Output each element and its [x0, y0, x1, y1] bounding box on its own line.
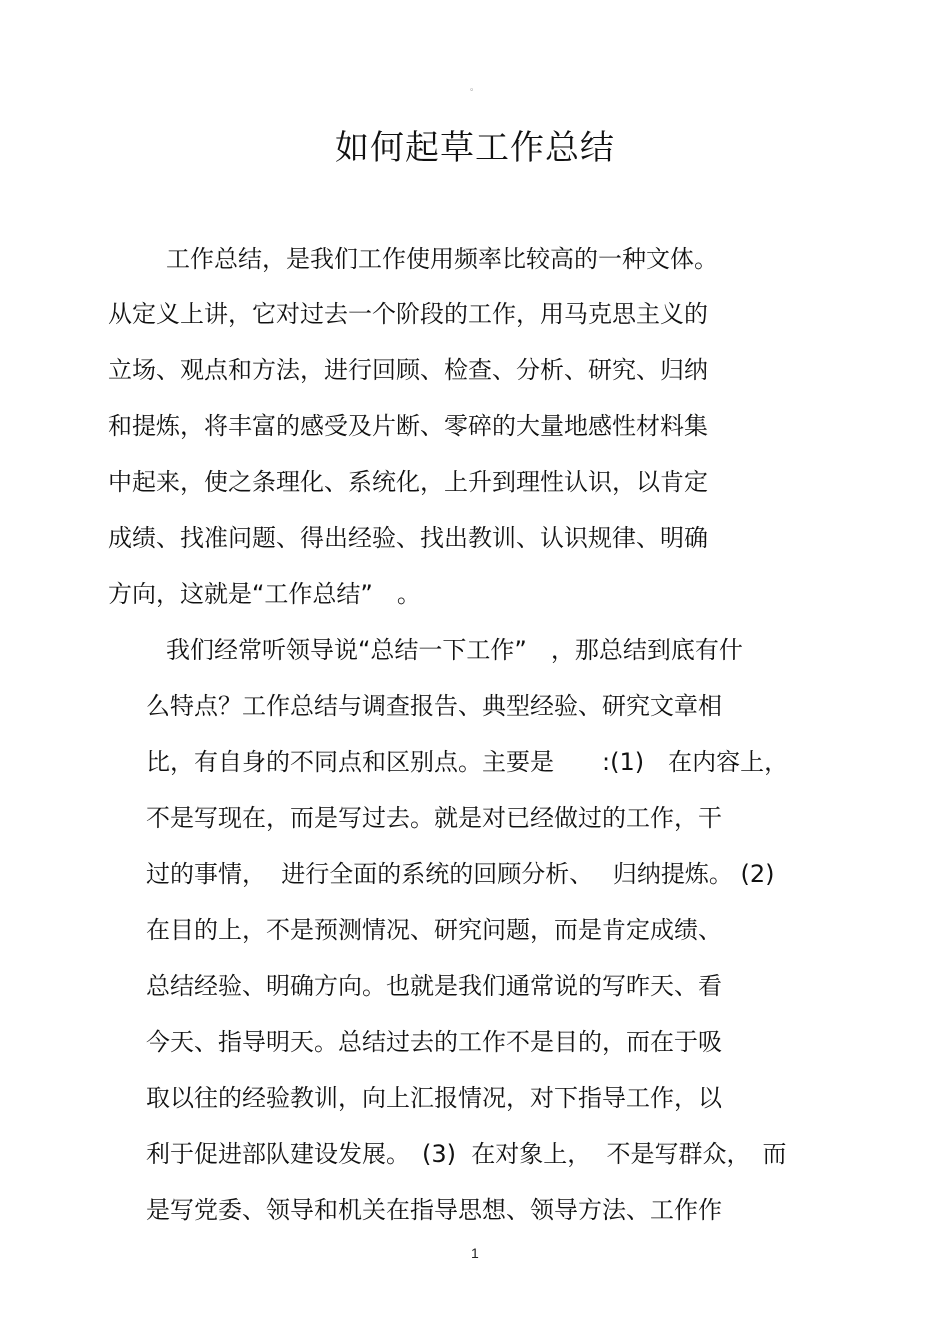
header-mark: 。	[470, 83, 480, 93]
paragraph-2-line: 在目的上，不是预测情况、研究问题，而是肯定成绩、	[146, 916, 722, 944]
paragraph-1-line: 和提炼，将丰富的感受及片断、零碎的大量地感性材料集	[108, 412, 708, 440]
paragraph-2-line: 不是写现在，而是写过去。就是对已经做过的工作，干	[146, 804, 722, 832]
paragraph-1-line: 立场、观点和方法，进行回顾、检查、分析、研究、归纳	[108, 356, 708, 384]
document-title: 如何起草工作总结	[335, 128, 615, 168]
paragraph-2-line: 么特点？工作总结与调查报告、典型经验、研究文章相	[146, 692, 722, 720]
paragraph-1-line: 工作总结，是我们工作使用频率比较高的一种文体。	[166, 245, 718, 273]
paragraph-2-line: 是写党委、领导和机关在指导思想、领导方法、工作作	[146, 1196, 722, 1224]
page-number: 1	[471, 1245, 479, 1261]
paragraph-2-line: 今天、指导明天。总结过去的工作不是目的，而在于吸	[146, 1028, 722, 1056]
paragraph-2-line: 利于促进部队建设发展。 (3) 在对象上， 不是写群众， 而	[146, 1140, 787, 1168]
paragraph-1-line: 成绩、找准问题、得出经验、找出教训、认识规律、明确	[108, 524, 708, 552]
paragraph-1-line: 方向，这就是“工作总结” 。	[108, 580, 421, 608]
paragraph-2-line: 总结经验、明确方向。也就是我们通常说的写昨天、看	[146, 972, 722, 1000]
paragraph-2-line: 取以往的经验教训，向上汇报情况，对下指导工作，以	[146, 1084, 722, 1112]
paragraph-2-line: 过的事情， 进行全面的系统的回顾分析、 归纳提炼。 (2)	[146, 860, 775, 888]
paragraph-2-line: 我们经常听领导说“总结一下工作” ，那总结到底有什	[166, 636, 743, 664]
paragraph-1-line: 从定义上讲，它对过去一个阶段的工作，用马克思主义的	[108, 300, 708, 328]
paragraph-2-line: 比，有自身的不同点和区别点。主要是 :(1) 在内容上，	[146, 748, 789, 776]
paragraph-1-line: 中起来，使之条理化、系统化，上升到理性认识，以肯定	[108, 468, 708, 496]
